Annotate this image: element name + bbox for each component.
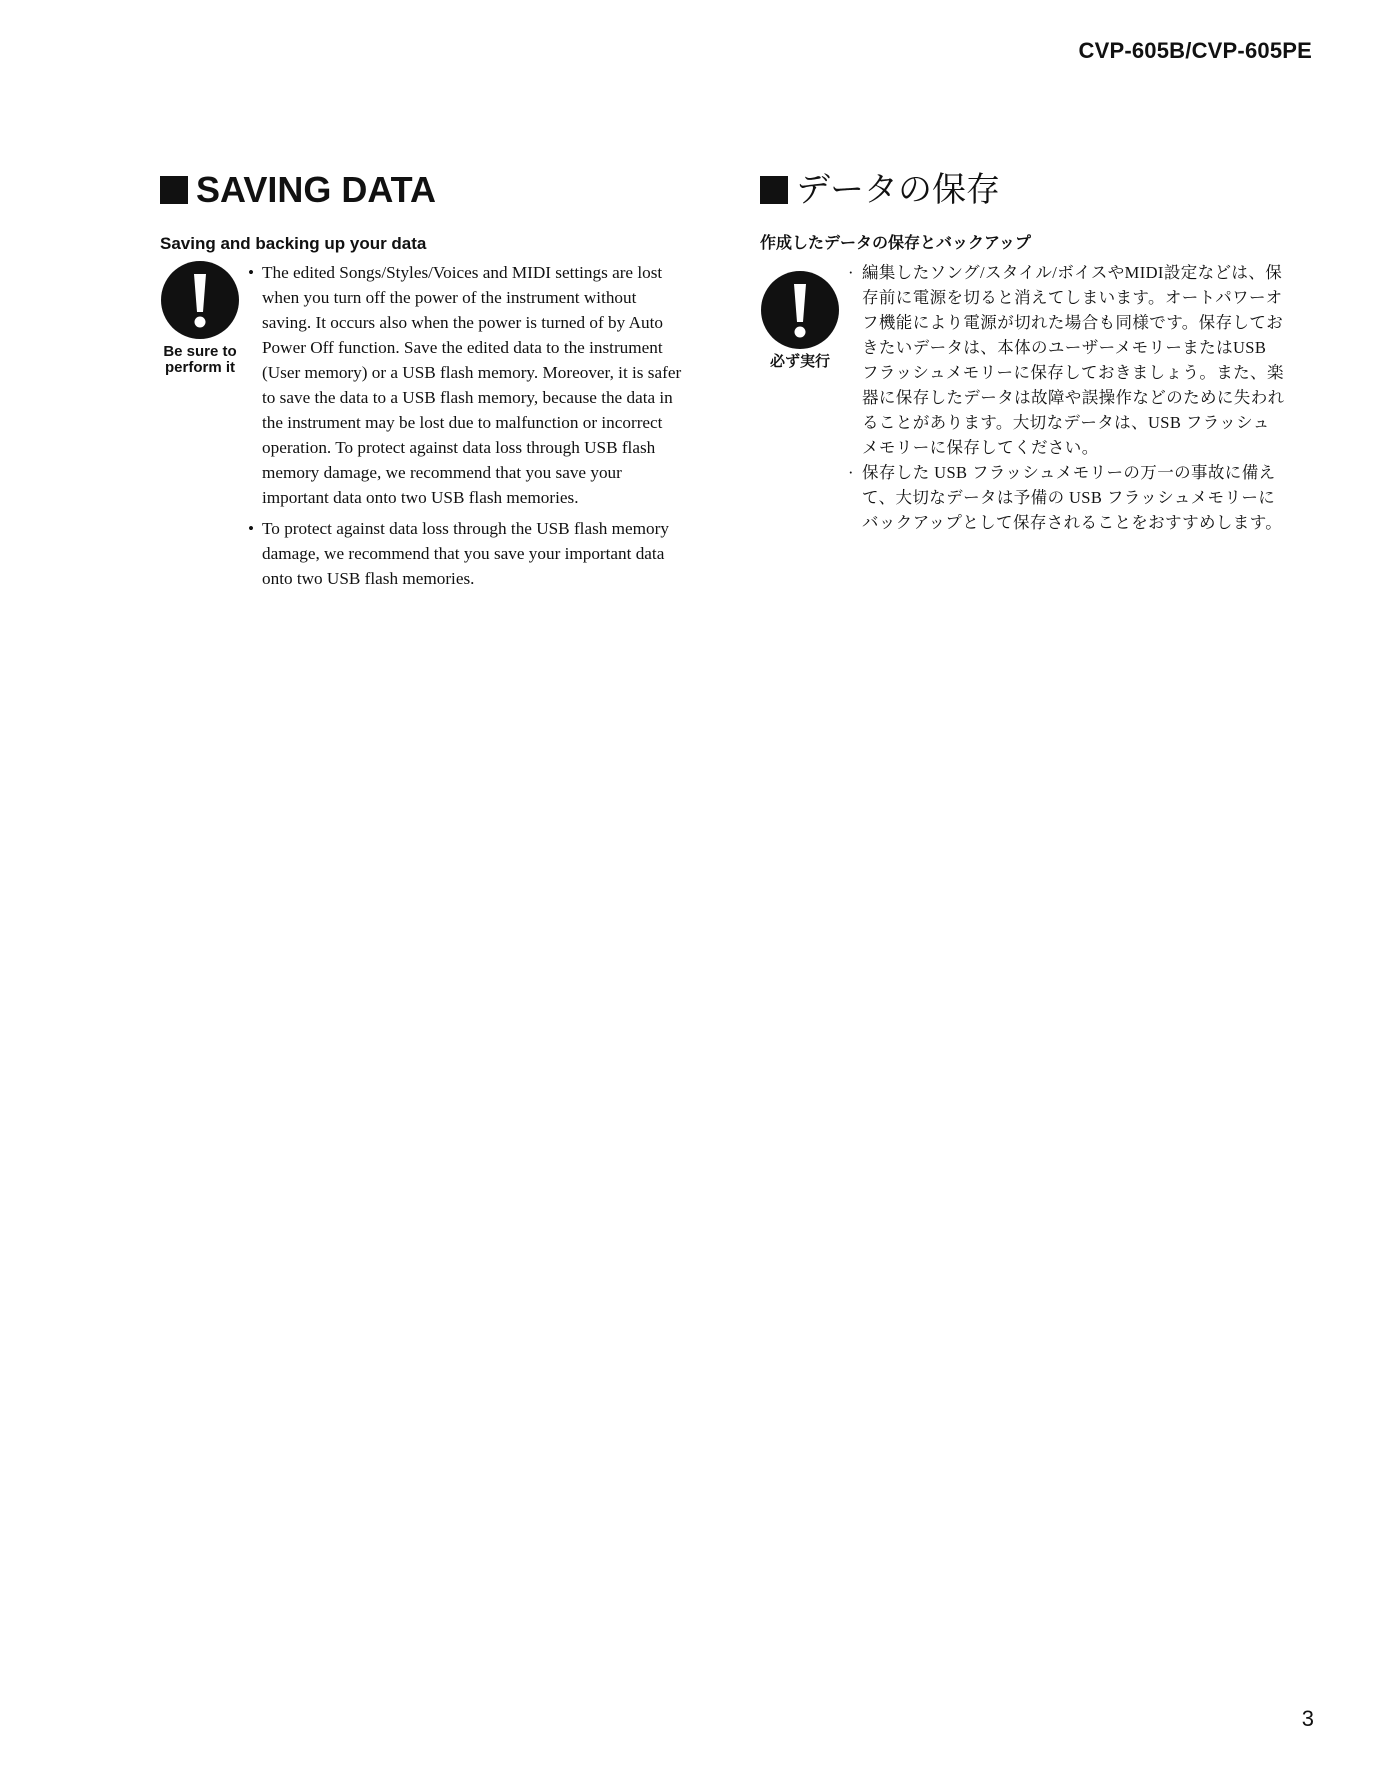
list-item: • The edited Songs/Styles/Voices and MIDI settings are lost when you turn off the power of the instrument without saving. It occurs also when the power is turned of by Auto Power Off function. Save the edited data to the instrument (User memory) or a USB flash memory. Moreover, it is safer to save the data to a USB flash memory, because the data in the instrument may be lost due to malfunction or incorrect operation. To protect against data loss through USB flash memory damage, we recommend that you save your important data onto two USB flash memories. — [248, 263, 682, 507]
caution-label: 必ず実行 — [769, 353, 830, 370]
title-square-icon — [160, 176, 188, 204]
section-title — [760, 170, 1285, 210]
title-square-icon — [760, 176, 788, 204]
page-number: 3 — [1301, 1706, 1314, 1731]
bullet-text: To protect against data loss through the USB flash memory damage, we recommend that you save your important data onto two USB flash memories. — [262, 519, 669, 588]
section-title-text: SAVING DATA — [196, 169, 436, 210]
bullet-text: 保存した USB フラッシュメモリーの万一の事故に備えて、大切なデータは予備の USB フラッシュメモリーにバックアップとして保存されることをおすすめします。 — [862, 463, 1283, 532]
model-header: CVP-605B/CVP-605PE — [1078, 38, 1312, 63]
bullet-text: The edited Songs/Styles/Voices and MIDI settings are lost when you turn off the power of the instrument without saving. It occurs also when the power is turned of by Auto Power Off function. Save the edited data to the instrument (User memory) or a USB flash memory. Moreover, it is safer to save the data to a USB flash memory, because the data in the instrument may be lost due to malfunction or incorrect operation. To protect against data loss through USB flash memory damage, we recommend that you save your important data onto two USB flash memories. — [262, 263, 682, 507]
sub-title: 作成したデータの保存とバックアップ — [760, 235, 1031, 252]
list-item: · 編集したソング/スタイル/ボイスやMIDI設定などは、保存前に電源を切ると消えてしまいます。オートパワーオフ機能により電源が切れた場合も同様です。保存しておきたいデータは、本体のユーザーメモリーまたはUSB フラッシュメモリーに保存しておきましょう。また、楽器に保存したデータは故障や誤操作などのために失われることがあります。大切なデータは、USB フラッシュメモリーに保存してください。 — [848, 263, 1285, 457]
bullet-list — [848, 260, 1285, 535]
list-item: • To protect against data loss through the USB flash memory damage, we recommend that you save your important data onto two USB flash memories. — [248, 519, 669, 588]
section-title — [160, 170, 685, 210]
caution-block — [160, 260, 240, 376]
list-item: · 保存した USB フラッシュメモリーの万一の事故に備えて、大切なデータは予備の USB フラッシュメモリーにバックアップとして保存されることをおすすめします。 — [848, 463, 1283, 532]
caution-label: Be sure to perform it — [163, 343, 237, 376]
caution-body — [760, 260, 1285, 535]
caution-block — [760, 270, 840, 370]
japanese-column — [760, 170, 1285, 535]
sub-title: Saving and backing up your data — [160, 234, 427, 253]
section-title-text: データの保存 — [796, 171, 1000, 209]
bullet-list — [248, 260, 685, 591]
bullet-text: 編集したソング/スタイル/ボイスやMIDI設定などは、保存前に電源を切ると消えてしまいます。オートパワーオフ機能により電源が切れた場合も同様です。保存しておきたいデータは、本体のユーザーメモリーまたはUSB フラッシュメモリーに保存しておきましょう。また、楽器に保存したデータは故障や誤操作などのために失われることがあります。大切なデータは、USB フラッシュメモリーに保存してください。 — [862, 263, 1285, 457]
exclamation-circle-icon — [760, 270, 840, 350]
english-column — [160, 170, 685, 597]
caution-body — [160, 260, 685, 591]
exclamation-circle-icon — [160, 260, 240, 340]
